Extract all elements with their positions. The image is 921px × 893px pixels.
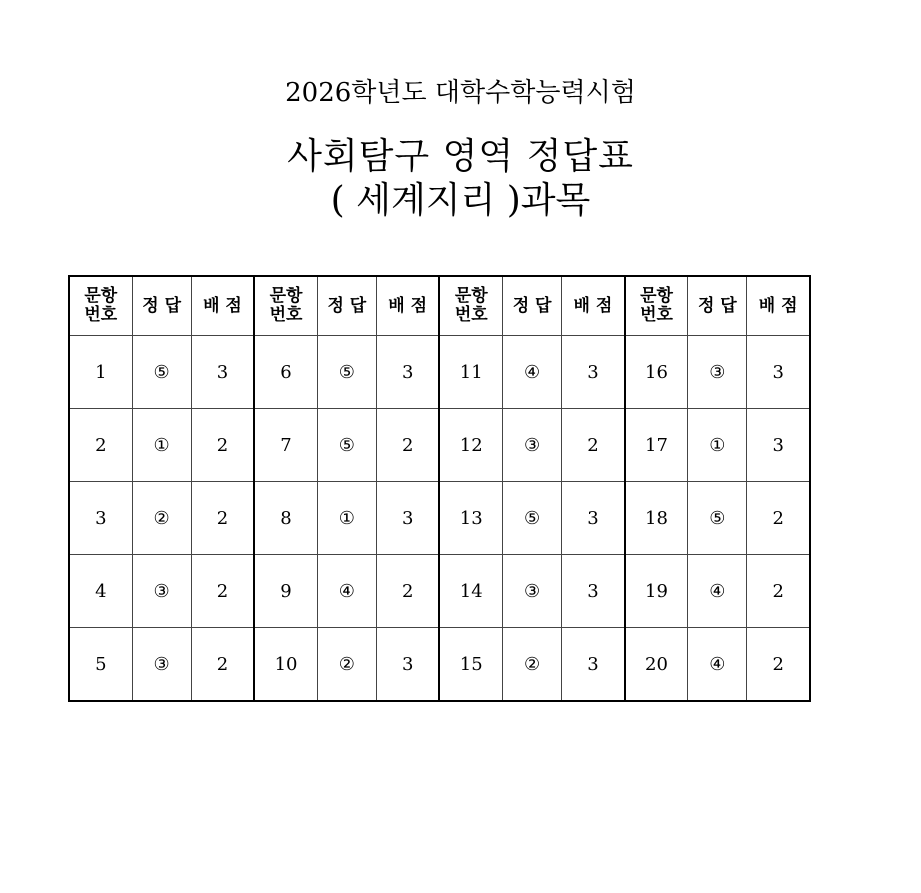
exam-title: 2026학년도 대학수학능력시험 <box>285 78 636 108</box>
header-number-line2: 번호 <box>84 305 118 325</box>
question-number: 8 <box>254 482 317 555</box>
points-cell: 3 <box>562 555 625 628</box>
points-cell: 2 <box>191 482 254 555</box>
answer-cell: ③ <box>132 628 191 702</box>
header-question-number <box>625 276 688 336</box>
answer-table <box>68 275 811 702</box>
answer-cell: ② <box>132 482 191 555</box>
answer-cell: ③ <box>503 555 562 628</box>
header-answer: 정 답 <box>132 276 191 336</box>
points-cell: 3 <box>562 336 625 409</box>
points-cell: 2 <box>747 482 810 555</box>
points-cell: 3 <box>747 409 810 482</box>
answer-cell: ① <box>132 409 191 482</box>
subject-open: ( <box>330 180 357 221</box>
question-number: 18 <box>625 482 688 555</box>
answer-cell: ② <box>503 628 562 702</box>
header-answer: 정 답 <box>317 276 376 336</box>
table-row <box>69 555 810 628</box>
answer-cell: ④ <box>317 555 376 628</box>
subject-name: 세계지리 <box>356 180 496 221</box>
answer-cell: ① <box>317 482 376 555</box>
question-number: 5 <box>69 628 132 702</box>
table-row <box>69 628 810 702</box>
answer-cell: ① <box>688 409 747 482</box>
table-row <box>69 409 810 482</box>
points-cell: 2 <box>191 409 254 482</box>
question-number: 20 <box>625 628 688 702</box>
points-cell: 3 <box>191 336 254 409</box>
table-header-row <box>69 276 810 336</box>
answer-cell: ③ <box>688 336 747 409</box>
header-points: 배 점 <box>747 276 810 336</box>
table-row <box>69 336 810 409</box>
answer-cell: ③ <box>503 409 562 482</box>
header-question-number <box>439 276 502 336</box>
points-cell: 2 <box>747 628 810 702</box>
points-cell: 3 <box>376 336 439 409</box>
question-number: 12 <box>439 409 502 482</box>
header-question-number <box>69 276 132 336</box>
question-number: 19 <box>625 555 688 628</box>
points-cell: 2 <box>562 409 625 482</box>
points-cell: 3 <box>747 336 810 409</box>
header-answer: 정 답 <box>688 276 747 336</box>
question-number: 6 <box>254 336 317 409</box>
answer-cell: ③ <box>132 555 191 628</box>
answer-cell: ⑤ <box>317 336 376 409</box>
question-number: 11 <box>439 336 502 409</box>
answer-cell: ⑤ <box>317 409 376 482</box>
header-number-line2: 번호 <box>640 305 673 325</box>
header-points: 배 점 <box>191 276 254 336</box>
answer-cell: ② <box>317 628 376 702</box>
question-number: 9 <box>254 555 317 628</box>
header-points: 배 점 <box>562 276 625 336</box>
points-cell: 2 <box>747 555 810 628</box>
points-cell: 2 <box>191 628 254 702</box>
answer-cell: ⑤ <box>132 336 191 409</box>
page-title: 사회탐구 영역 정답표 <box>287 136 634 177</box>
answer-cell: ④ <box>688 555 747 628</box>
question-number: 17 <box>625 409 688 482</box>
header-number-line2: 번호 <box>269 305 303 325</box>
header-points: 배 점 <box>376 276 439 336</box>
question-number: 14 <box>439 555 502 628</box>
subject-line <box>0 172 921 223</box>
question-number: 13 <box>439 482 502 555</box>
question-number: 15 <box>439 628 502 702</box>
question-number: 7 <box>254 409 317 482</box>
answer-cell: ④ <box>503 336 562 409</box>
question-number: 16 <box>625 336 688 409</box>
points-cell: 3 <box>562 482 625 555</box>
header-answer: 정 답 <box>503 276 562 336</box>
points-cell: 2 <box>376 409 439 482</box>
question-number: 4 <box>69 555 132 628</box>
header-number-line1: 문항 <box>454 286 488 306</box>
points-cell: 2 <box>191 555 254 628</box>
answer-cell: ⑤ <box>688 482 747 555</box>
answer-cell: ⑤ <box>503 482 562 555</box>
question-number: 10 <box>254 628 317 702</box>
header-number-line2: 번호 <box>454 305 488 325</box>
points-cell: 3 <box>376 628 439 702</box>
question-number: 1 <box>69 336 132 409</box>
answer-cell: ④ <box>688 628 747 702</box>
points-cell: 2 <box>376 555 439 628</box>
header-number-line1: 문항 <box>84 286 118 306</box>
header-question-number <box>254 276 317 336</box>
points-cell: 3 <box>562 628 625 702</box>
subject-close: )과목 <box>495 180 591 221</box>
question-number: 3 <box>69 482 132 555</box>
table-row <box>69 482 810 555</box>
points-cell: 3 <box>376 482 439 555</box>
header-number-line1: 문항 <box>269 286 303 306</box>
question-number: 2 <box>69 409 132 482</box>
header-number-line1: 문항 <box>640 286 673 306</box>
